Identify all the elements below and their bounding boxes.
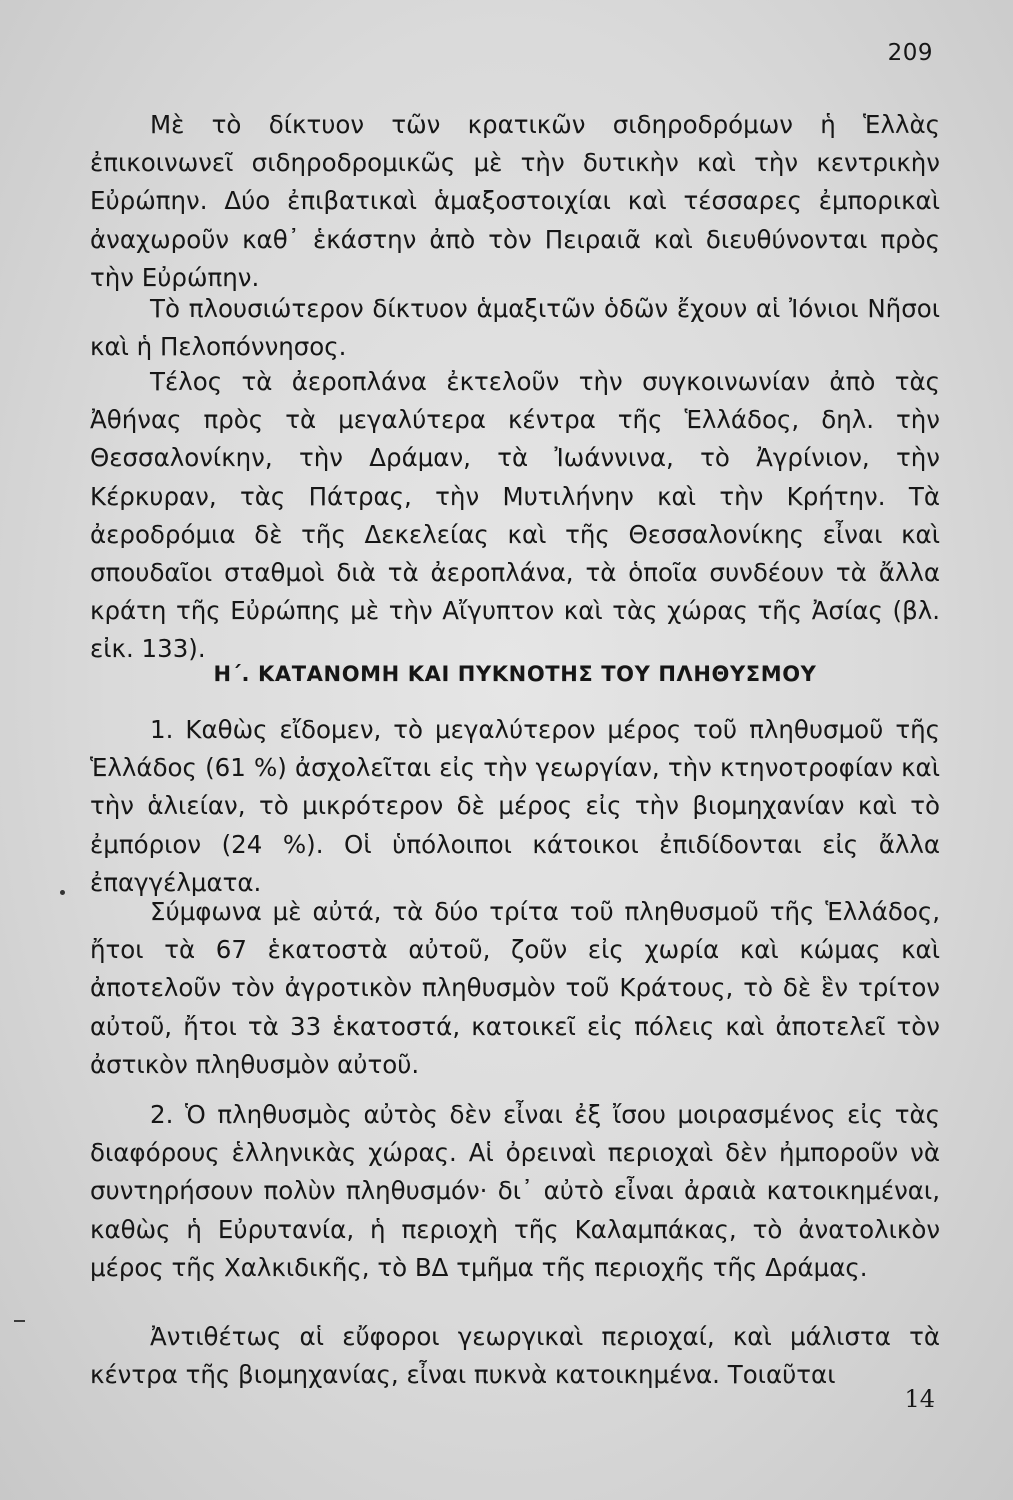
signature-mark: 14	[904, 1385, 935, 1413]
paragraph-dense-areas: Ἀντιθέτως αἱ εὔφοροι γεωργικαὶ περιοχαί, καὶ μάλιστα τὰ κέντρα τῆς βιομηχανίας, εἶναι πυκνὰ κατοικημένα. Τοιαῦται	[90, 1322, 940, 1390]
paragraph-occupations: 1. Καθὼς εἴδομεν, τὸ μεγαλύτερον μέρος τοῦ πληθυσμοῦ τῆς Ἑλλάδος (61 %) ἀσχολεῖται εἰς τὴν γεωργίαν, τὴν κτηνοτροφίαν καὶ τὴν ἁλιείαν, τὸ μικρότερον δὲ μέρος εἰς τὴν βιομηχανίαν καὶ τὸ ἐμπόριον (24 %). Οἱ ὑπόλοιποι κάτοικοι ἐπιδίδονται εἰς ἄλλα ἐπαγγέλματα.	[90, 715, 940, 897]
margin-dash	[14, 1320, 25, 1322]
paragraph-aviation: Τέλος τὰ ἀεροπλάνα ἐκτελοῦν τὴν συγκοινωνίαν ἀπὸ τὰς Ἀθήνας πρὸς τὰ μεγαλύτερα κέντρα τῆς Ἑλλάδος, δηλ. τὴν Θεσσαλονίκην, τὴν Δράμαν, τὰ Ἰωάννινα, τὸ Ἀγρίνιον, τὴν Κέρκυραν, τὰς Πάτρας, τὴν Μυτιλήνην καὶ τὴν Κρήτην. Τὰ ἀεροδρόμια δὲ τῆς Δεκελείας καὶ τῆς Θεσσαλονίκης εἶναι καὶ σπουδαῖοι σταθμοὶ διὰ τὰ ἀεροπλάνα, τὰ ὁποῖα συνδέουν τὰ ἄλλα κράτη τῆς Εὐρώπης μὲ τὴν Αἴγυπτον καὶ τὰς χώρας τῆς Ἀσίας (βλ. εἰκ. 133).	[90, 367, 940, 664]
paragraph-railways: Μὲ τὸ δίκτυον τῶν κρατικῶν σιδηροδρόμων ἡ Ἑλλὰς ἐπικοινωνεῖ σιδηροδρομικῶς μὲ τὴν δυτικὴν καὶ τὴν κεντρικὴν Εὐρώπην. Δύο ἐπιβατικαὶ ἁμαξοστοιχίαι καὶ τέσσαρες ἐμπορικαὶ ἀναχωροῦν καθ᾽ ἑκάστην ἀπὸ τὸν Πειραιᾶ καὶ διευθύνονται πρὸς τὴν Εὐρώπην.	[90, 110, 940, 292]
page-number: 209	[887, 40, 933, 66]
paragraph-distribution: 2. Ὁ πληθυσμὸς αὐτὸς δὲν εἶναι ἐξ ἴσου μοιρασμένος εἰς τὰς διαφόρους ἑλληνικὰς χώρας. Αἱ ὀρειναὶ περιοχαὶ δὲν ἠμποροῦν νὰ συντηρήσουν πολὺν πληθυσμόν· δι᾽ αὐτὸ εἶναι ἀραιὰ κατοικημέναι, καθὼς ἡ Εὐρυτανία, ἡ περιοχὴ τῆς Καλαμπάκας, τὸ ἀνατολικὸν μέρος τῆς Χαλκιδικῆς, τὸ ΒΔ τμῆμα τῆς περιοχῆς τῆς Δράμας.	[90, 1100, 940, 1282]
paragraph-rural-urban: Σύμφωνα μὲ αὐτά, τὰ δύο τρίτα τοῦ πληθυσμοῦ τῆς Ἑλλάδος, ἤτοι τὰ 67 ἑκατοστὰ αὐτοῦ, ζοῦν εἰς χωρία καὶ κώμας καὶ ἀποτελοῦν τὸν ἀγροτικὸν πληθυσμὸν τοῦ Κράτους, τὸ δὲ ἓν τρίτον αὐτοῦ, ἤτοι τὰ 33 ἑκατοστά, κατοικεῖ εἰς πόλεις καὶ ἀποτελεῖ τὸν ἀστικὸν πληθυσμὸν αὐτοῦ.	[90, 897, 940, 1079]
margin-dot	[60, 890, 65, 895]
section-heading: Η΄. ΚΑΤΑΝΟΜΗ ΚΑΙ ΠΥΚΝΟΤΗΣ ΤΟΥ ΠΛΗΘΥΣΜΟΥ	[213, 662, 817, 686]
paragraph-roads: Τὸ πλουσιώτερον δίκτυον ἁμαξιτῶν ὁδῶν ἔχουν αἱ Ἰόνιοι Νῆσοι καὶ ἡ Πελοπόννησος.	[90, 294, 940, 362]
